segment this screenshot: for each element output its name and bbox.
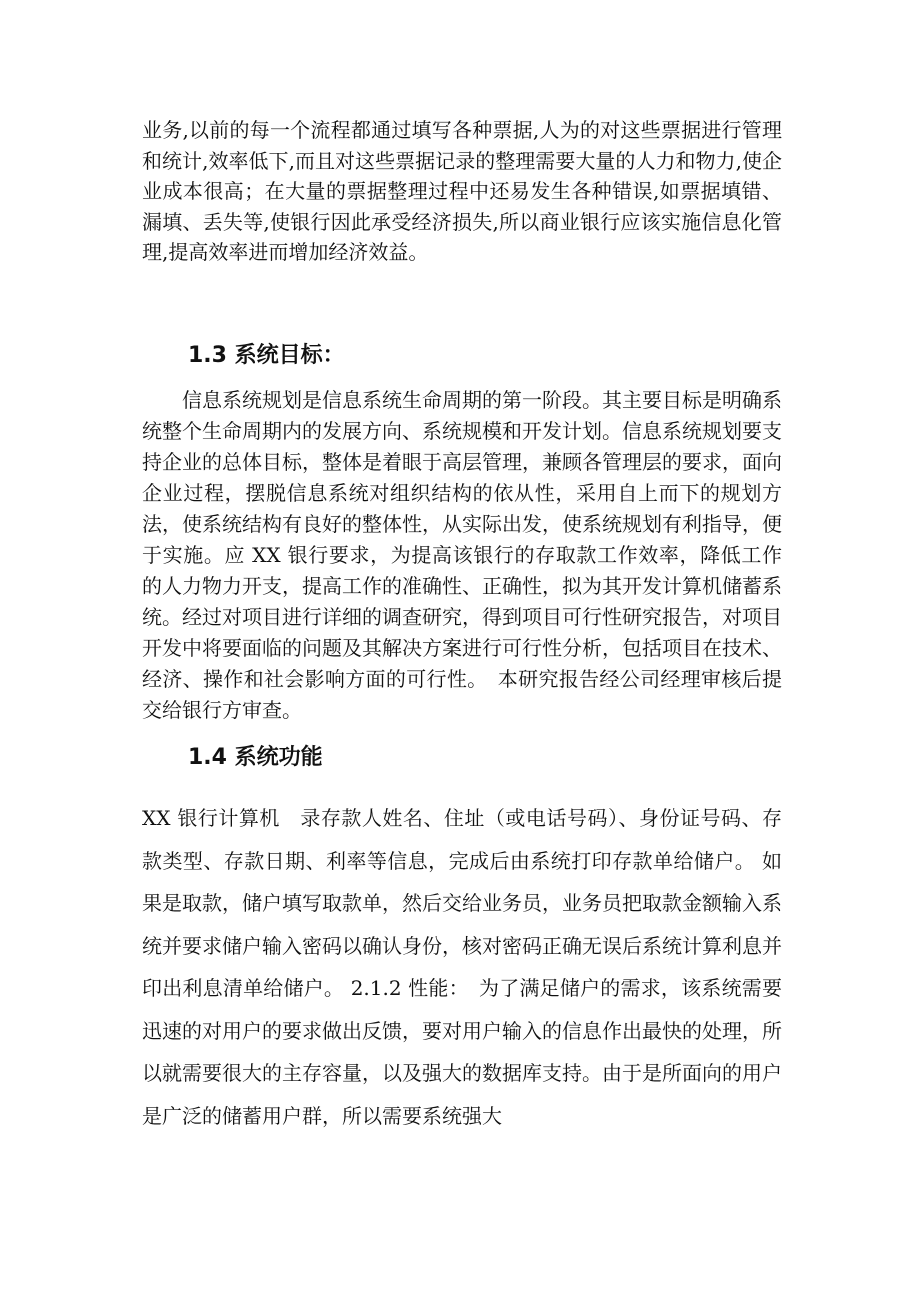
section-heading-1-3: 1.3 系统目标：	[188, 343, 345, 368]
body-paragraph-1: 业务,以前的每一个流程都通过填写各种票据,人为的对这些票据进行管理和统计,效率低下,而且对这些票据记录的整理需要大量的人力和物力,使企业成本很高；在大量的票据整理过程中还易发生各种错误,如票据填错、漏填、丢失等,使银行因此承受经济损失,所以商业银行应该实施信息化管理,提高效率进而增加经济效益。	[142, 118, 782, 264]
body-paragraph-2: 信息系统规划是信息系统生命周期的第一阶段。其主要目标是明确系统整个生命周期内的发展方向、系统规模和开发计划。信息系统规划要支持企业的总体目标，整体是着眼于高层管理，兼顾各管理层的要求，面向企业过程，摆脱信息系统对组织结构的依从性，采用自上而下的规划方法，使系统结构有良好的整体性，从实际出发，使系统规划有利指导，便于实施。应 XX 银行要求，为提高该银行的存取款工作效率，降低工作的人力物力开支，提高工作的准确性、正确性，拟为其开发计算机储蓄系统。经过对项目进行详细的调查研究，得到项目可行性研究报告，对项目开发中将要面临的问题及其解决方案进行可行性分析，包括项目在技术、经济、操作和社会影响方面的可行性。 本研究报告经公司经理审核后提交给银行方审查。	[142, 388, 782, 722]
body-paragraph-3: XX 银行计算机 录存款人姓名、住址（或电话号码）、身份证号码、存款类型、存款日期、利率等信息，完成后由系统打印存款单给储户。 如果是取款，储户填写取款单，然后交给业务员，业务员把取款金额输入系统并要求储户输入密码以确认身份，核对密码正确无误后系统计算利息并印出利息清单给储户。 2.1.2 性能： 为了满足储户的需求，该系统需要迅速的对用户的要求做出反馈，要对用户输入的信息作出最快的处理，所以就需要很大的主存容量，以及强大的数据库支持。由于是所面向的用户是广泛的储蓄用户群，所以需要系统强大	[142, 806, 782, 1128]
section-heading-1-4: 1.4 系统功能	[188, 745, 323, 770]
